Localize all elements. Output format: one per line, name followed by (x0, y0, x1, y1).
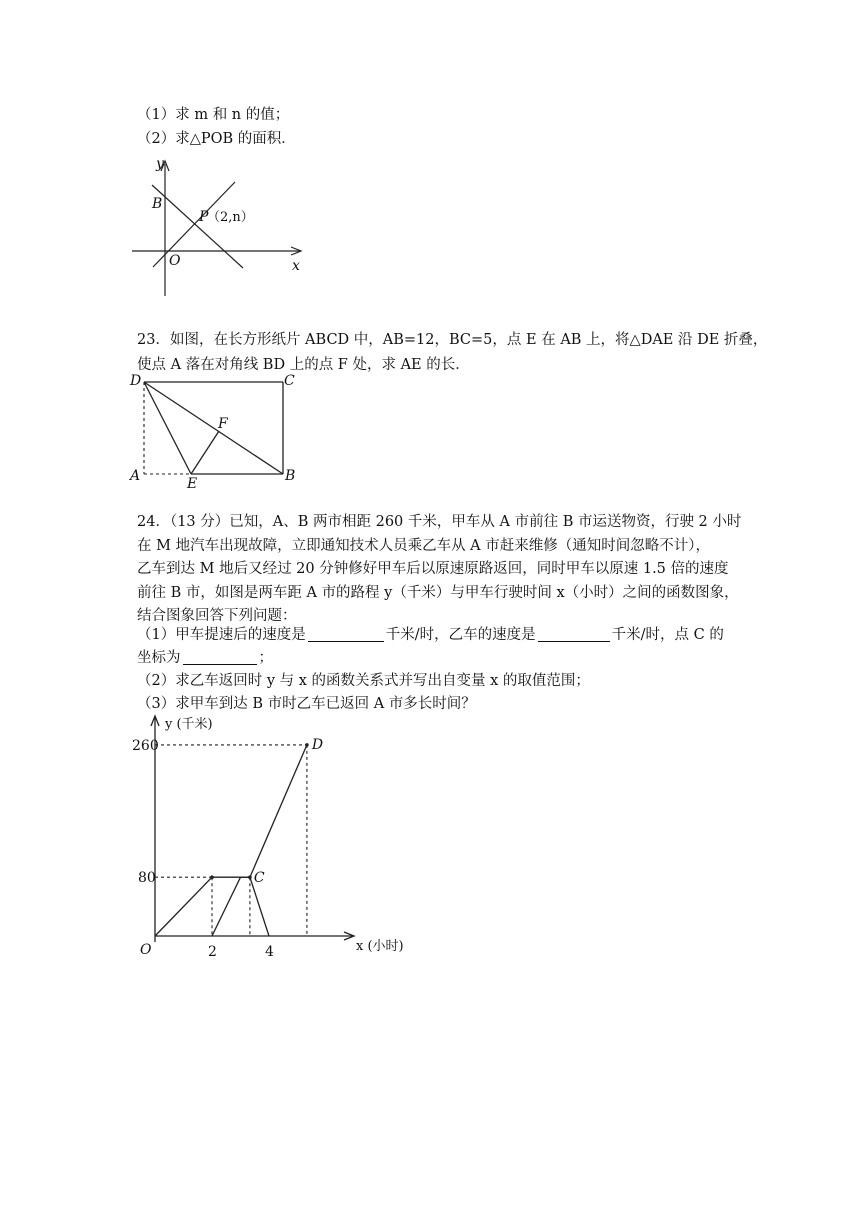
q24-line2: 在 M 地汽车出现故障，立即通知技术人员乘乙车从 A 市赶来维修（通知时间忽略不计）， (137, 538, 711, 554)
q24-sub1-part-a: （1）甲车提速后的速度是 (137, 627, 306, 643)
fig23-d-label: D (130, 373, 142, 389)
q24-sub3: （3）求甲车到达 B 市时乙车已返回 A 市多长时间？ (137, 696, 476, 712)
q24-sub1-part-d: 坐标为 (137, 650, 181, 666)
diagonal-db (144, 382, 283, 474)
origin-label: O (140, 942, 152, 958)
fig23-f-label: F (218, 416, 228, 432)
answer-blank-speed-jia[interactable] (308, 626, 384, 642)
q24-sub1-row2 (137, 648, 273, 668)
fig22-p-coord: （2,n） (207, 210, 254, 225)
x-tick-4: 4 (265, 944, 274, 960)
q24-sub1-part-b: 千米/时，乙车的速度是 (385, 627, 536, 643)
fig22-p-label: P (199, 209, 209, 225)
fig23-c-label: C (284, 373, 295, 389)
q24-sub2: （2）求乙车返回时 y 与 x 的函数关系式并写出自变量 x 的取值范围； (137, 673, 590, 689)
label-point-d: D (311, 736, 324, 753)
q24-line4: 前往 B 市，如图是两车距 A 市的路程 y（千米）与甲车行驶时间 x（小时）之间的函数图象， (137, 585, 739, 601)
fig22-x-label: x (292, 258, 300, 274)
q22-sub2: （2）求△POB 的面积． (137, 131, 296, 147)
y-tick-260: 260 (132, 737, 159, 754)
q24-line3: 乙车到达 M 地后又经过 20 分钟修好甲车后以原速原路返回，同时甲车以原速 1.5 倍的速度 (137, 561, 729, 577)
segment-ef (191, 431, 219, 474)
fig23-e-label: E (187, 476, 198, 492)
q24-sub1-part-e: ； (258, 650, 273, 666)
fig22-y-label: y (156, 156, 164, 172)
point-m (210, 875, 214, 879)
point-d (305, 743, 309, 747)
q22-figure (125, 152, 315, 302)
x-axis-label: x (小时) (356, 939, 404, 954)
y-tick-80: 80 (138, 870, 156, 887)
fig23-a-label: A (130, 468, 141, 484)
fold-de (144, 382, 191, 474)
q24-sub1-row1 (137, 625, 724, 645)
q23-figure (125, 368, 305, 490)
label-point-c: C (253, 870, 265, 887)
q23-line2: 使点 A 落在对角线 BD 上的点 F 处，求 AE 的长． (137, 357, 470, 373)
q24-chart (130, 712, 430, 962)
fig23-b-label: B (285, 468, 296, 484)
q22-sub1: （1）求 m 和 n 的值； (137, 107, 290, 123)
answer-blank-speed-yi[interactable] (538, 626, 610, 642)
fig22-o-label: O (169, 253, 181, 269)
line-through-b (152, 185, 243, 268)
q24-line5: 结合图象回答下列问题： (137, 608, 297, 624)
answer-blank-point-c[interactable] (183, 649, 257, 665)
point-c (248, 875, 252, 879)
q24-sub1-part-c: 千米/时，点 C 的 (611, 627, 724, 643)
series-jia-line (155, 745, 307, 936)
y-axis-label: y (千米) (165, 717, 213, 732)
x-tick-2: 2 (208, 944, 217, 960)
q24-line1: 24．（13 分）已知，A、B 两市相距 260 千米，甲车从 A 市前往 B 市运送物资，行驶 2 小时 (137, 514, 742, 530)
fig22-b-label: B (152, 196, 163, 212)
q23-line1: 23．如图，在长方形纸片 ABCD 中，AB=12，BC=5，点 E 在 AB 上，将△DAE 沿 DE 折叠， (137, 332, 768, 348)
